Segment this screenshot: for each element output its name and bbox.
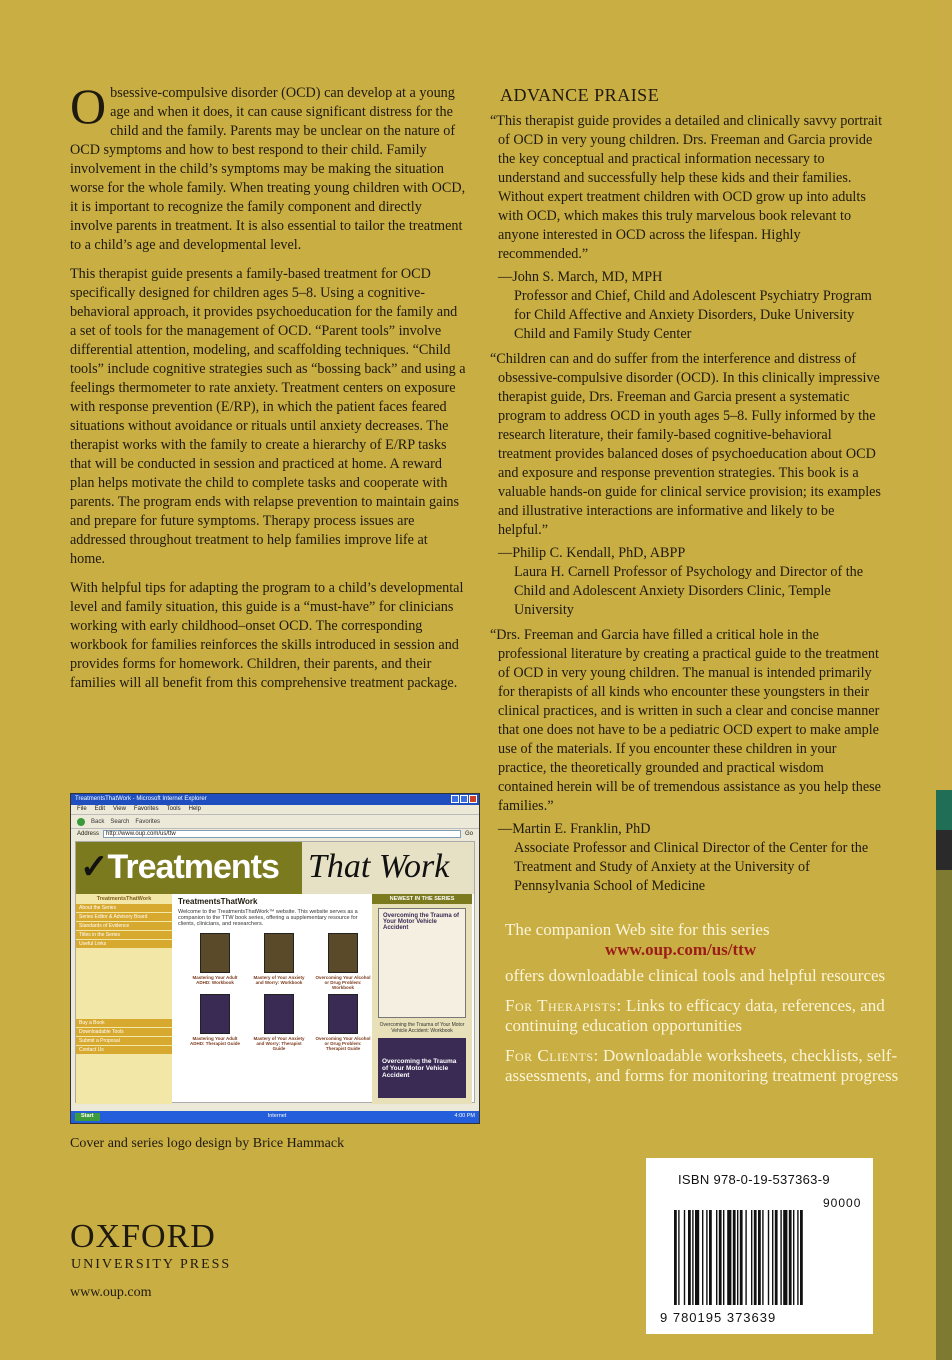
website-screenshot: [70, 793, 480, 1124]
address-label: Address: [77, 830, 100, 837]
book-cover: [264, 994, 294, 1034]
companion-line1: The companion Web site for this series: [505, 920, 770, 939]
maximize-icon[interactable]: [460, 795, 468, 803]
web-page: [75, 841, 475, 1103]
newest-in-series: [372, 894, 472, 1104]
publisher-logo: OXFORD: [70, 1218, 216, 1255]
barcode-bar: [723, 1210, 724, 1305]
barcode-bar: [789, 1210, 792, 1305]
praise-title: ADVANCE PRAISE: [500, 85, 660, 105]
barcode-bar: [684, 1210, 685, 1305]
publisher-press: UNIVERSITY PRESS: [71, 1257, 232, 1272]
barcode-bar: [692, 1210, 693, 1305]
for-therapists: [505, 996, 905, 1036]
barcode-bar: [695, 1210, 699, 1305]
companion-line2: offers downloadable clinical tools and helpful resources: [505, 966, 886, 985]
browser-titlebar: [71, 794, 479, 805]
quote-text: “Drs. Freeman and Garcia have filled a critical hole in the professional literature by creating a practical guide to the treatment of OCD in very young children. The manual is intended primarily for therapists of all kinds who encounter these youngsters in their clinical practices, and is written in such a clear and concise manner that one does not have to be a pediatric OCD expert to make ample use of the materials. If you encounter these children in your practice, the theoretically grounded and practical wisdom contained herein will be of tremendous assistance as you help these families.”: [490, 627, 881, 814]
go-button[interactable]: Go: [464, 830, 473, 837]
sidebar-item[interactable]: Series Editor & Advisory Board: [76, 913, 172, 922]
publisher-block: [70, 1218, 231, 1302]
site-sidebar: [76, 894, 172, 1104]
companion-website: [505, 920, 905, 1096]
quote-text: “Children can and do suffer from the interference and distress of obsessive-compulsive disorder (OCD). In this clinically impressive therapist guide, Drs. Freeman and Garcia present a systematic program to address OCD in youth ages 5–8. Fully informed by the research literature, their family-based cognitive-behavioral treatment provides balanced doses of psychoeducation about OCD and exposure and response prevention strategies. This book is a valuable hands-on guide for clinical service provision; its examples and illustrative interactions are informative and likely to be helpful.”: [490, 351, 881, 538]
therapists-text: Links to efficacy data, references, and continuing education opportunities: [505, 996, 885, 1035]
book-item[interactable]: Overcoming Your Alcohol or Drug Problem: Therapist Guide: [314, 994, 372, 1051]
barcode-bar: [688, 1210, 691, 1305]
sidebar-item[interactable]: Buy a Book: [76, 1019, 172, 1028]
book-item[interactable]: Mastery of Your Anxiety and Worry: Therapist Guide: [250, 994, 308, 1051]
banner-left: ✓Treatments: [76, 842, 302, 894]
site-main: [176, 894, 371, 1104]
isbn-text: ISBN 978-0-19-537363-9: [678, 1172, 830, 1187]
barcode-bar: [762, 1210, 763, 1305]
menu-tools[interactable]: Tools: [166, 806, 181, 812]
description-column: [70, 78, 466, 703]
minimize-icon[interactable]: [451, 795, 459, 803]
barcode-bar: [800, 1210, 803, 1305]
barcode-bar: [702, 1210, 703, 1305]
newest-caption: Overcoming the Trauma of Your Motor Vehicle Accident: Workbook: [379, 1022, 465, 1034]
site-banner: [76, 842, 474, 894]
barcode-bar: [772, 1210, 773, 1305]
barcode-bar: [678, 1210, 679, 1305]
menu-view[interactable]: View: [113, 806, 126, 812]
menu-file[interactable]: File: [77, 806, 87, 812]
sidebar-title: TreatmentsThatWork: [96, 896, 152, 902]
quote-author: [490, 268, 882, 344]
quote-text: “This therapist guide provides a detailed and clinically savvy portrait of OCD in very young children. Drs. Freeman and Garcia provide the key conceptual and practical information necessary to understand and successfully help these kids and their families. Without expert treatment children with OCD grow up into adults with OCD, which makes this truly marvelous book relevant to anyone interested in OCD across the lifespan. Highly recommended.”: [490, 113, 883, 262]
for-clients: [505, 1046, 905, 1086]
cover-credit: Cover and series logo design by Brice Hammack: [70, 1136, 345, 1151]
clients-text: Downloadable worksheets, checklists, self-assessments, and forms for monitoring treatment progress: [505, 1046, 899, 1085]
quote-author: [490, 544, 882, 620]
sidebar-item[interactable]: Submit a Proposal: [76, 1037, 172, 1046]
description-paragraph-1: Obsessive-compulsive disorder (OCD) can develop at a young age and when it does, it can cause significant distress for the child and the family. Parents may be unclear on the nature of OCD symptoms and how to best respond to their child. Family involvement in the child’s symptoms may be making the situation worse for the whole family. When treating young children with OCD, it is important to recognize the family component and directly involve parents in treatment. It is also essential to tailor the treatment to a child’s age and developmental level.: [70, 78, 466, 253]
barcode-bar: [793, 1210, 794, 1305]
barcode-bar: [758, 1210, 761, 1305]
back-button[interactable]: Back: [91, 818, 105, 825]
barcode-bar: [751, 1210, 752, 1305]
sidebar-item[interactable]: Downloadable Tools: [76, 1028, 172, 1037]
description-paragraph-3: With helpful tips for adapting the program to a child’s developmental level and family situation, this guide is a “must-have” for clinicians working with early childhood–onset OCD. The corresponding workbook for families reinforces the skills introduced in session and provides forms for homework. Children, their parents, and their families will all benefit from this comprehensive treatment package.: [70, 580, 464, 691]
barcode-bar: [775, 1210, 778, 1305]
book-cover: [328, 933, 358, 973]
book-item[interactable]: Mastery of Your Anxiety and Worry: Workbook: [250, 933, 308, 990]
barcode-bar: [754, 1210, 757, 1305]
search-button[interactable]: Search: [110, 818, 130, 825]
window-title: TreatmentsThatWork - Microsoft Internet Explorer: [75, 796, 207, 802]
clients-label: For Clients:: [505, 1046, 599, 1065]
book-grid: [176, 927, 371, 1057]
author-name: —Philip C. Kendall, PhD, ABPP: [498, 545, 686, 561]
banner-right: That Work: [302, 842, 474, 894]
book-cover: [328, 994, 358, 1034]
therapists-label: For Therapists:: [505, 996, 622, 1015]
menu-help[interactable]: Help: [188, 806, 201, 812]
checkmark-icon: ✓: [80, 848, 108, 886]
praise-quote: [490, 112, 882, 344]
barcode-bar: [745, 1210, 746, 1305]
author-name: —John S. March, MD, MPH: [498, 269, 663, 285]
clock: 4:00 PM: [454, 1113, 475, 1119]
spine-stripe: [936, 0, 952, 1360]
browser-menubar: [71, 805, 479, 814]
window-controls: [451, 795, 477, 803]
quote-author: [490, 820, 882, 896]
author-affiliation: Associate Professor and Clinical Director of the Center for the Treatment and Study of Anxiety at the University of Pennsylvania School of Medicine: [514, 840, 869, 894]
praise-quote: [490, 350, 882, 620]
companion-url[interactable]: www.oup.com/us/ttw: [605, 940, 757, 959]
barcode-bar: [727, 1210, 731, 1305]
barcode-bar: [706, 1210, 707, 1305]
barcode-bars: [674, 1210, 854, 1310]
praise-quote: [490, 626, 882, 896]
author-name: —Martin E. Franklin, PhD: [498, 821, 651, 837]
barcode-bar: [709, 1210, 712, 1305]
browser-toolbar: [71, 814, 479, 828]
sidebar-item[interactable]: Useful Links: [76, 940, 172, 949]
barcode-bar: [716, 1210, 717, 1305]
book-item[interactable]: Mastering Your Adult ADHD: Therapist Guide: [186, 994, 244, 1051]
isbn-barcode: [646, 1158, 873, 1334]
sidebar-item[interactable]: About the Series: [76, 904, 172, 913]
barcode-bar: [719, 1210, 722, 1305]
address-input[interactable]: http://www.oup.com/us/ttw: [103, 830, 461, 838]
start-button[interactable]: Start: [75, 1113, 100, 1121]
author-affiliation: Professor and Chief, Child and Adolescent Psychiatry Program for Child Affective and Anxiety Disorders, Duke University Child and Family Study Center: [514, 288, 872, 342]
barcode-bar: [797, 1210, 798, 1305]
barcode-bar: [740, 1210, 743, 1305]
barcode-bar: [768, 1210, 769, 1305]
barcode-bar: [783, 1210, 787, 1305]
sidebar-item[interactable]: Standards of Evidence: [76, 922, 172, 931]
taskbar: [71, 1111, 479, 1123]
sidebar-group-2: [76, 1019, 172, 1055]
description-paragraph-2: This therapist guide presents a family-based treatment for OCD specifically designed for children ages 5–8. Using a cognitive-behavioral approach, it provides psychoeducation for the family and a set of tools for the management of OCD. “Parent tools” involve differential attention, modeling, and scaffolding techniques. “Child tools” include cognitive strategies such as “bossing back” and using a feelings thermometer to rate anxiety. Treatment centers on exposure with response prevention (E/RP), in which the patient faces feared situations without avoidance or rituals until anxiety decreases. The therapist works with the family to create a hierarchy of E/RP tasks that will be conducted in session and practiced at home. A reward plan helps motivate the child to complete tasks and cooperate with parents. The program ends with relapse prevention to maintain gains and prepare for future symptoms. Therapy process issues are addressed throughout treatment to help families improve life at home.: [70, 266, 466, 567]
address-bar: [71, 828, 479, 838]
barcode-bar: [674, 1210, 677, 1305]
book-cover: [200, 933, 230, 973]
main-title: TreatmentsThatWork: [178, 897, 258, 906]
dropcap: O: [70, 78, 107, 134]
advance-praise: [490, 84, 882, 902]
book-item[interactable]: Overcoming Your Alcohol or Drug Problem: Workbook: [314, 933, 372, 990]
book-cover: [200, 994, 230, 1034]
barcode-bar: [733, 1210, 736, 1305]
book-item[interactable]: Mastering Your Adult ADHD: Workbook: [186, 933, 244, 990]
author-affiliation: Laura H. Carnell Professor of Psychology and Director of the Child and Adolescent Anxiety Disorders Clinic, Temple University: [514, 564, 864, 618]
barcode-digits: 9 780195 373639: [660, 1310, 777, 1325]
menu-favorites[interactable]: Favorites: [133, 806, 159, 812]
menu-edit[interactable]: Edit: [94, 806, 106, 812]
newest-cover[interactable]: Overcoming the Trauma of Your Motor Vehicle Accident: [378, 908, 466, 1018]
barcode-bar: [737, 1210, 738, 1305]
price-code: 90000: [823, 1196, 862, 1210]
status-zone: Internet: [267, 1113, 287, 1119]
sidebar-item[interactable]: Contact Us: [76, 1046, 172, 1055]
sidebar-item[interactable]: Titles in the Series: [76, 931, 172, 940]
main-text: Welcome to the TreatmentsThatWork™ website. This website serves as a companion to the TTW book series, offering a supplementary resource for clients, clinicians, and researchers.: [178, 909, 358, 927]
newest-header: NEWEST IN THE SERIES: [372, 894, 472, 904]
publisher-url[interactable]: www.oup.com: [70, 1285, 152, 1300]
favorites-button[interactable]: Favorites: [135, 818, 161, 825]
barcode-bar: [780, 1210, 781, 1305]
back-arrow-icon[interactable]: [77, 818, 85, 826]
close-icon[interactable]: [469, 795, 477, 803]
newest-cover-2[interactable]: Overcoming the Trauma of Your Motor Vehicle Accident: [378, 1038, 466, 1098]
book-cover: [264, 933, 294, 973]
